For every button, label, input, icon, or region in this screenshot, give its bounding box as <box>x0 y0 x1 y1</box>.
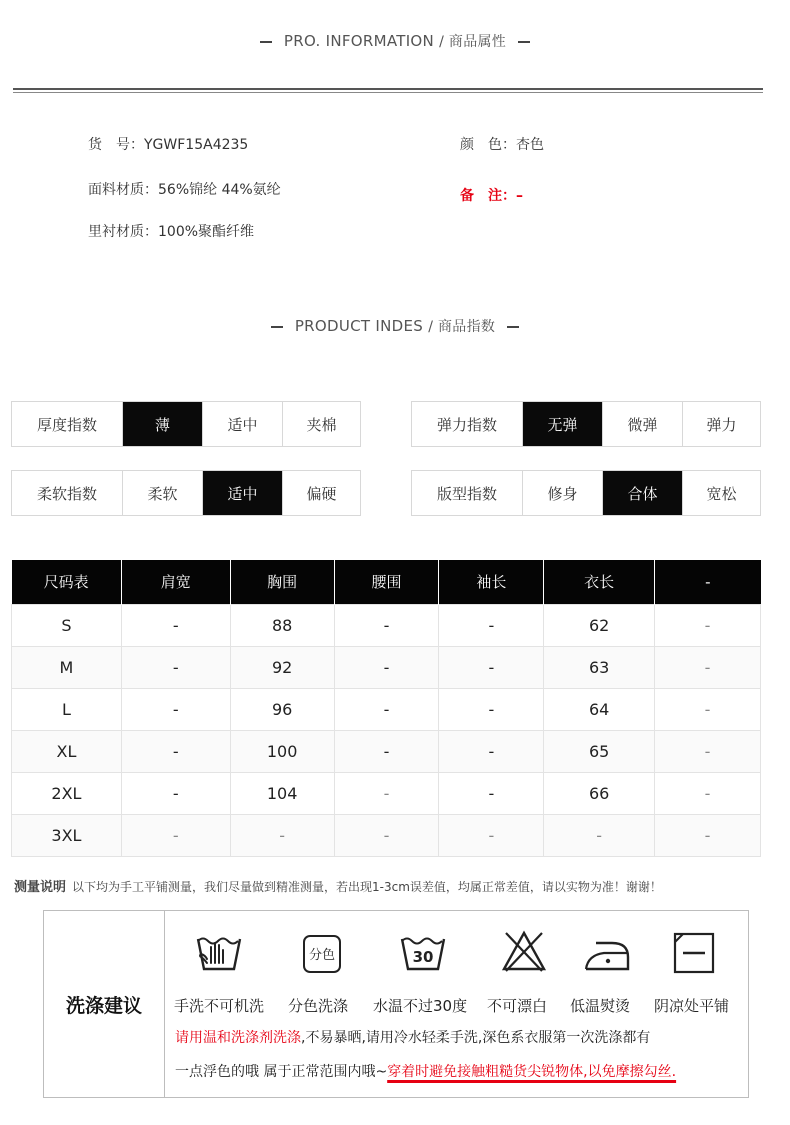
table-row <box>12 646 761 688</box>
size-cell: - <box>121 814 230 856</box>
size-cell: - <box>439 646 544 688</box>
hand-wash-icon <box>194 929 244 975</box>
title-dash-right <box>518 41 530 43</box>
index-option: 柔软 <box>122 471 202 515</box>
size-cell: - <box>655 814 761 856</box>
size-cell: - <box>655 730 761 772</box>
size-cell: 65 <box>544 730 655 772</box>
size-cell: 63 <box>544 646 655 688</box>
pro-info-title-cn: / 商品属性 <box>439 34 507 50</box>
size-cell: XL <box>12 730 122 772</box>
size-cell: - <box>655 772 761 814</box>
wash-title-cell <box>44 911 165 1097</box>
size-cell: S <box>12 604 122 646</box>
info-item-remark <box>460 185 523 205</box>
low-iron-icon <box>582 933 632 975</box>
table-row <box>12 730 761 772</box>
title-dash-left <box>271 326 283 328</box>
wash-label: 阴凉处平铺 <box>654 997 730 1015</box>
size-cell: - <box>334 814 439 856</box>
index-group-name: 弹力指数 <box>436 415 497 434</box>
size-cell: - <box>439 772 544 814</box>
separate-wash-icon <box>301 933 343 975</box>
product-index-title <box>0 316 790 336</box>
size-cell: - <box>439 730 544 772</box>
index-option-selected: 无弹 <box>522 402 602 446</box>
size-table-header <box>12 560 761 604</box>
size-cell: 2XL <box>12 772 122 814</box>
info-item-fabric <box>88 179 281 199</box>
wash-instruction-line-1 <box>175 1027 650 1047</box>
size-cell: - <box>544 814 655 856</box>
size-cell: - <box>439 688 544 730</box>
info-label: 颜 色： <box>460 137 516 153</box>
size-cell: 88 <box>230 604 334 646</box>
index-option-selected: 适中 <box>202 471 282 515</box>
index-option: 修身 <box>522 471 602 515</box>
size-col-header: 腰围 <box>334 560 439 604</box>
index-option-selected: 薄 <box>122 402 202 446</box>
size-col-header: - <box>655 560 761 604</box>
size-col-header: 肩宽 <box>121 560 230 604</box>
wash-30-icon-text: 30 <box>412 948 434 966</box>
pro-info-title-en: PRO. INFORMATION <box>283 32 435 50</box>
wash-instruction-line-2 <box>175 1061 676 1081</box>
index-option: 夹棉 <box>282 402 360 446</box>
info-value: 100%聚酯纤维 <box>158 224 255 240</box>
size-table <box>11 560 761 857</box>
index-option: 微弹 <box>602 402 682 446</box>
size-cell: - <box>121 730 230 772</box>
size-cell: 3XL <box>12 814 122 856</box>
table-row <box>12 814 761 856</box>
size-cell: - <box>334 772 439 814</box>
separate-wash-icon-text: 分色 <box>308 948 336 963</box>
info-label: 货 号： <box>88 137 144 153</box>
index-group-name: 柔软指数 <box>36 484 97 503</box>
size-cell: L <box>12 688 122 730</box>
product-index-title-cn: / 商品指数 <box>428 319 496 335</box>
wash-30-icon <box>398 929 448 975</box>
size-cell: 62 <box>544 604 655 646</box>
size-cell: M <box>12 646 122 688</box>
info-item-code <box>88 134 248 154</box>
info-value: 56%锦纶 44%氨纶 <box>158 182 281 198</box>
wash-label: 手洗不可机洗 <box>174 997 265 1015</box>
title-dash-left <box>260 41 272 43</box>
wash-instruction-warning: 穿着时避免接触粗糙货尖锐物体,以免摩擦勾丝. <box>387 1064 677 1080</box>
index-group-softness <box>11 470 361 516</box>
wash-label: 不可漂白 <box>487 997 548 1015</box>
dry-flat-icon <box>672 931 716 975</box>
size-cell: 66 <box>544 772 655 814</box>
measure-note-text: 以下均为手工平铺测量，我们尽量做到精准测量，若出现1-3cm误差值，均属正常差值，请以实物为准！谢谢！ <box>72 880 662 894</box>
index-group-name: 厚度指数 <box>36 415 97 434</box>
measure-note <box>14 876 662 895</box>
wash-instruction-red: 请用温和洗涤剂洗涤 <box>175 1030 301 1046</box>
size-cell: - <box>121 604 230 646</box>
info-label: 面料材质： <box>88 182 158 198</box>
size-col-header: 尺码表 <box>12 560 122 604</box>
info-item-color <box>460 134 544 154</box>
info-label: 备 注： <box>460 188 516 204</box>
size-cell: - <box>439 814 544 856</box>
index-option: 偏硬 <box>282 471 360 515</box>
title-dash-right <box>507 326 519 328</box>
info-value: 杏色 <box>516 137 544 153</box>
index-option: 弹力 <box>682 402 760 446</box>
size-cell: - <box>121 646 230 688</box>
measure-note-head: 测量说明 <box>14 880 67 895</box>
size-cell: - <box>121 688 230 730</box>
wash-label: 水温不过30度 <box>373 997 468 1015</box>
wash-title: 洗涤建议 <box>64 991 144 1018</box>
index-group-thickness <box>11 401 361 447</box>
size-cell: - <box>655 604 761 646</box>
size-cell: 64 <box>544 688 655 730</box>
size-col-header: 衣长 <box>544 560 655 604</box>
wash-instruction-text: ,不易暴晒,请用冷水轻柔手洗,深色系衣服第一次洗涤都有 <box>301 1030 651 1046</box>
index-group-name: 版型指数 <box>436 484 497 503</box>
size-cell: - <box>334 604 439 646</box>
info-value: – <box>516 188 523 204</box>
size-col-header: 袖长 <box>439 560 544 604</box>
table-row <box>12 688 761 730</box>
index-group-elasticity <box>411 401 761 447</box>
size-cell: - <box>655 646 761 688</box>
product-index-title-en: PRODUCT INDES <box>294 317 424 335</box>
table-row <box>12 772 761 814</box>
size-cell: 96 <box>230 688 334 730</box>
info-label: 里衬材质： <box>88 224 158 240</box>
size-cell: 92 <box>230 646 334 688</box>
info-item-lining <box>88 221 254 241</box>
size-col-header: 胸围 <box>230 560 334 604</box>
size-cell: 100 <box>230 730 334 772</box>
index-option: 宽松 <box>682 471 760 515</box>
size-cell: - <box>655 688 761 730</box>
wash-instruction-text: 一点浮色的哦 属于正常范围内哦~ <box>175 1064 388 1080</box>
size-cell: - <box>439 604 544 646</box>
info-value: YGWF15A4235 <box>144 137 249 153</box>
size-cell: - <box>121 772 230 814</box>
pro-info-title <box>0 31 790 51</box>
wash-advice-box <box>43 910 749 1098</box>
section-divider <box>13 88 763 93</box>
index-option-selected: 合体 <box>602 471 682 515</box>
size-cell: - <box>334 730 439 772</box>
size-cell: 104 <box>230 772 334 814</box>
index-group-fit <box>411 470 761 516</box>
size-cell: - <box>334 646 439 688</box>
size-cell: - <box>230 814 334 856</box>
wash-label: 分色洗涤 <box>288 997 349 1015</box>
wash-label: 低温熨烫 <box>570 997 631 1015</box>
index-option: 适中 <box>202 402 282 446</box>
size-cell: - <box>334 688 439 730</box>
no-bleach-icon <box>500 929 548 975</box>
table-row <box>12 604 761 646</box>
